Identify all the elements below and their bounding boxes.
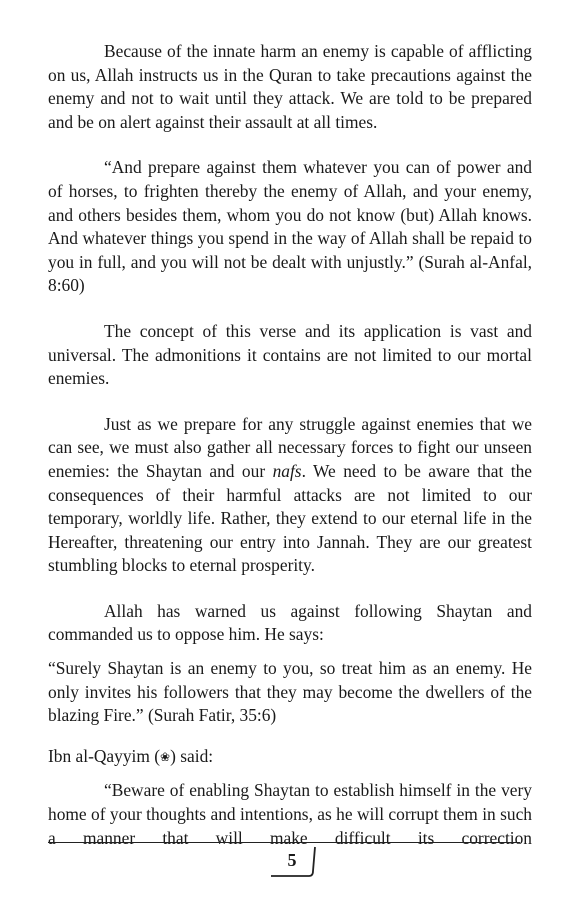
paragraph-3: The concept of this verse and its application is vast and universal. The admonitions it contains are not limited to our mortal enemies. xyxy=(48,320,532,389)
attribution-before: Ibn al-Qayyim ( xyxy=(48,745,161,766)
attribution-after: ) said: xyxy=(170,745,214,766)
page-number: 5 xyxy=(287,850,297,870)
footer-rule xyxy=(48,842,520,843)
paragraph-5: Allah has warned us against following Shaytan and commanded us to oppose him. He says: xyxy=(48,600,532,645)
paragraph-4-after: . We need to be aware that the consequences of their harmful attacks are not limited to our temporary, worldly life. Rather, they extend to our eternal life in the Hereafter, threatening our entry into Jannah. They are our greatest stumbling blocks to eternal prosperity. xyxy=(48,460,532,576)
body-text xyxy=(48,40,532,850)
quran-quote-anfal: “And prepare against them whatever you can of power and of horses, to frighten thereby the enemy of Allah, and your enemy, and others besides them, whom you do not know (but) Allah knows. And whatever things you spend in the way of Allah shall be repaid to you in full, and you will not be dealt with unjustly.” (Surah al-Anfal, 8:60) xyxy=(48,157,532,296)
page-number-box xyxy=(265,844,325,878)
honorific-glyph-icon: ❀ xyxy=(160,749,171,764)
ibn-qayyim-quote: “Beware of enabling Shaytan to establish himself in the very home of your thoughts and intentions, as he will corrupt them in such a manner that will make difficult its correction xyxy=(48,780,532,848)
paragraph-4-before: Just as we prepare for any struggle against enemies that we can see, we must also gather all necessary forces to fight our unseen enemies: the Shaytan and our xyxy=(48,413,532,481)
attribution-line xyxy=(48,745,532,770)
quran-quote-fatir: “Surely Shaytan is an enemy to you, so treat him as an enemy. He only invites his followers that they may become the dwellers of the blazing Fire.” (Surah Fatir, 35:6) xyxy=(48,658,532,726)
paragraph-1: Because of the innate harm an enemy is capable of afflicting on us, Allah instructs us in the Quran to take precautions against the enemy and not to wait until they attack. We are told to be prepared and be on alert against their assault at all times. xyxy=(48,41,532,132)
paragraph-4 xyxy=(48,413,532,578)
nafs-emphasis: nafs xyxy=(272,460,302,481)
